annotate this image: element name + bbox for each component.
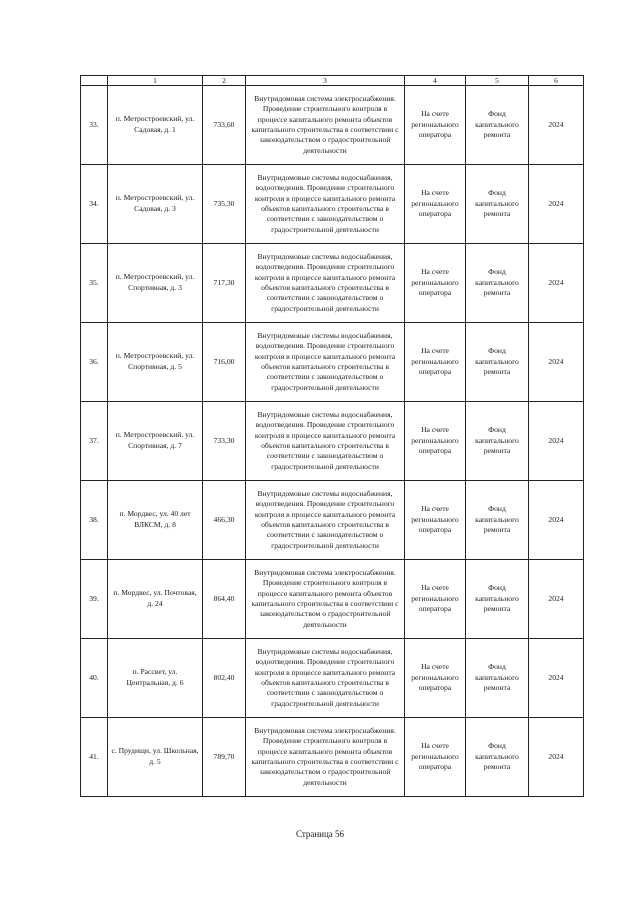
- area-cell: 733,60: [203, 86, 246, 165]
- funding-account-cell: На счете регионального оператора: [405, 560, 466, 639]
- table-row: [81, 165, 584, 244]
- work-description-cell: Внутридомовая система электроснабжения. Проведение строительного контроля в процессе капитального ремонта объектов капитального строительства в соответствии с законодательством о градостроительной деятельности: [246, 86, 405, 165]
- row-number-cell: 41.: [81, 718, 108, 797]
- work-description-cell: Внутридомовая система электроснабжения. Проведение строительного контроля в процессе капитального ремонта объектов капитального строительства в соответствии с законодательством о градостроительной деятельности: [246, 560, 405, 639]
- table-body: [81, 76, 584, 797]
- year-cell: 2024: [529, 481, 584, 560]
- funding-source-cell: Фонд капитального ремонта: [466, 165, 529, 244]
- funding-source-cell: Фонд капитального ремонта: [466, 402, 529, 481]
- address-cell: п. Мордвес, ул. Почтовая, д. 24: [108, 560, 203, 639]
- funding-account-cell: На счете регионального оператора: [405, 402, 466, 481]
- address-cell: п. Метростроевский, ул. Садовая, д. 1: [108, 86, 203, 165]
- funding-source-cell: Фонд капитального ремонта: [466, 639, 529, 718]
- year-cell: 2024: [529, 165, 584, 244]
- area-cell: 802,40: [203, 639, 246, 718]
- work-description-cell: Внутридомовые системы водоснабжения, водоотведения. Проведение строительного контроля в процессе капитального ремонта объектов капитального строительства в соответствии с законодательством о градостроительной деятельности: [246, 402, 405, 481]
- funding-account-cell: На счете регионального оператора: [405, 639, 466, 718]
- funding-account-cell: На счете регионального оператора: [405, 244, 466, 323]
- address-cell: п. Мордвес, ул. 40 лет ВЛКСМ, д. 8: [108, 481, 203, 560]
- work-description-cell: Внутридомовые системы водоснабжения, водоотведения. Проведение строительного контроля в процессе капитального ремонта объектов капитального строительства в соответствии с законодательством о градостроительной деятельности: [246, 165, 405, 244]
- repair-schedule-table: [80, 75, 584, 797]
- funding-source-cell: Фонд капитального ремонта: [466, 323, 529, 402]
- work-description-cell: Внутридомовые системы водоснабжения, водоотведения. Проведение строительного контроля в процессе капитального ремонта объектов капитального строительства в соответствии с законодательством о градостроительной деятельности: [246, 323, 405, 402]
- address-cell: п. Метростроевский, ул. Садовая, д. 3: [108, 165, 203, 244]
- year-cell: 2024: [529, 323, 584, 402]
- funding-source-cell: Фонд капитального ремонта: [466, 560, 529, 639]
- year-cell: 2024: [529, 639, 584, 718]
- row-number-cell: 33.: [81, 86, 108, 165]
- table-row: [81, 639, 584, 718]
- year-cell: 2024: [529, 402, 584, 481]
- row-number-cell: 39.: [81, 560, 108, 639]
- area-cell: 716,00: [203, 323, 246, 402]
- area-cell: 864,40: [203, 560, 246, 639]
- area-cell: 735,30: [203, 165, 246, 244]
- address-cell: с. Прудищи, ул. Школьная, д. 5: [108, 718, 203, 797]
- funding-account-cell: На счете регионального оператора: [405, 718, 466, 797]
- column-number-cell: 3: [246, 76, 405, 86]
- table-row: [81, 560, 584, 639]
- row-number-cell: 38.: [81, 481, 108, 560]
- address-cell: п. Метростроевский, ул. Спортивная, д. 3: [108, 244, 203, 323]
- table-row: [81, 244, 584, 323]
- work-description-cell: Внутридомовые системы водоснабжения, водоотведения. Проведение строительного контроля в процессе капитального ремонта объектов капитального строительства в соответствии с законодательством о градостроительной деятельности: [246, 639, 405, 718]
- area-cell: 717,30: [203, 244, 246, 323]
- funding-source-cell: Фонд капитального ремонта: [466, 481, 529, 560]
- funding-account-cell: На счете регионального оператора: [405, 481, 466, 560]
- year-cell: 2024: [529, 560, 584, 639]
- column-number-row: [81, 76, 584, 86]
- funding-source-cell: Фонд капитального ремонта: [466, 718, 529, 797]
- column-number-cell: 1: [108, 76, 203, 86]
- address-cell: п. Рассвет, ул. Центральная, д. 6: [108, 639, 203, 718]
- table-row: [81, 718, 584, 797]
- work-description-cell: Внутридомовые системы водоснабжения, водоотведения. Проведение строительного контроля в процессе капитального ремонта объектов капитального строительства в соответствии с законодательством о градостроительной деятельности: [246, 481, 405, 560]
- column-number-cell: 2: [203, 76, 246, 86]
- work-description-cell: Внутридомовая система электроснабжения. Проведение строительного контроля в процессе капитального ремонта объектов капитального строительства в соответствии с законодательством о градостроительной деятельности: [246, 718, 405, 797]
- funding-account-cell: На счете регионального оператора: [405, 165, 466, 244]
- year-cell: 2024: [529, 718, 584, 797]
- funding-source-cell: Фонд капитального ремонта: [466, 244, 529, 323]
- row-number-cell: 35.: [81, 244, 108, 323]
- area-cell: 789,70: [203, 718, 246, 797]
- year-cell: 2024: [529, 86, 584, 165]
- table-row: [81, 323, 584, 402]
- header-spacer-cell: [81, 76, 108, 86]
- column-number-cell: 4: [405, 76, 466, 86]
- table-row: [81, 86, 584, 165]
- row-number-cell: 36.: [81, 323, 108, 402]
- table-row: [81, 402, 584, 481]
- page-number: Страница 56: [295, 829, 345, 839]
- area-cell: 733,30: [203, 402, 246, 481]
- work-description-cell: Внутридомовые системы водоснабжения, водоотведения. Проведение строительного контроля в процессе капитального ремонта объектов капитального строительства в соответствии с законодательством о градостроительной деятельности: [246, 244, 405, 323]
- row-number-cell: 40.: [81, 639, 108, 718]
- area-cell: 466,30: [203, 481, 246, 560]
- funding-source-cell: Фонд капитального ремонта: [466, 86, 529, 165]
- column-number-cell: 5: [466, 76, 529, 86]
- address-cell: п. Метростроевский, ул. Спортивная, д. 7: [108, 402, 203, 481]
- year-cell: 2024: [529, 244, 584, 323]
- row-number-cell: 37.: [81, 402, 108, 481]
- funding-account-cell: На счете регионального оператора: [405, 323, 466, 402]
- row-number-cell: 34.: [81, 165, 108, 244]
- column-number-cell: 6: [529, 76, 584, 86]
- address-cell: п. Метростроевский, ул. Спортивная, д. 5: [108, 323, 203, 402]
- funding-account-cell: На счете регионального оператора: [405, 86, 466, 165]
- table-row: [81, 481, 584, 560]
